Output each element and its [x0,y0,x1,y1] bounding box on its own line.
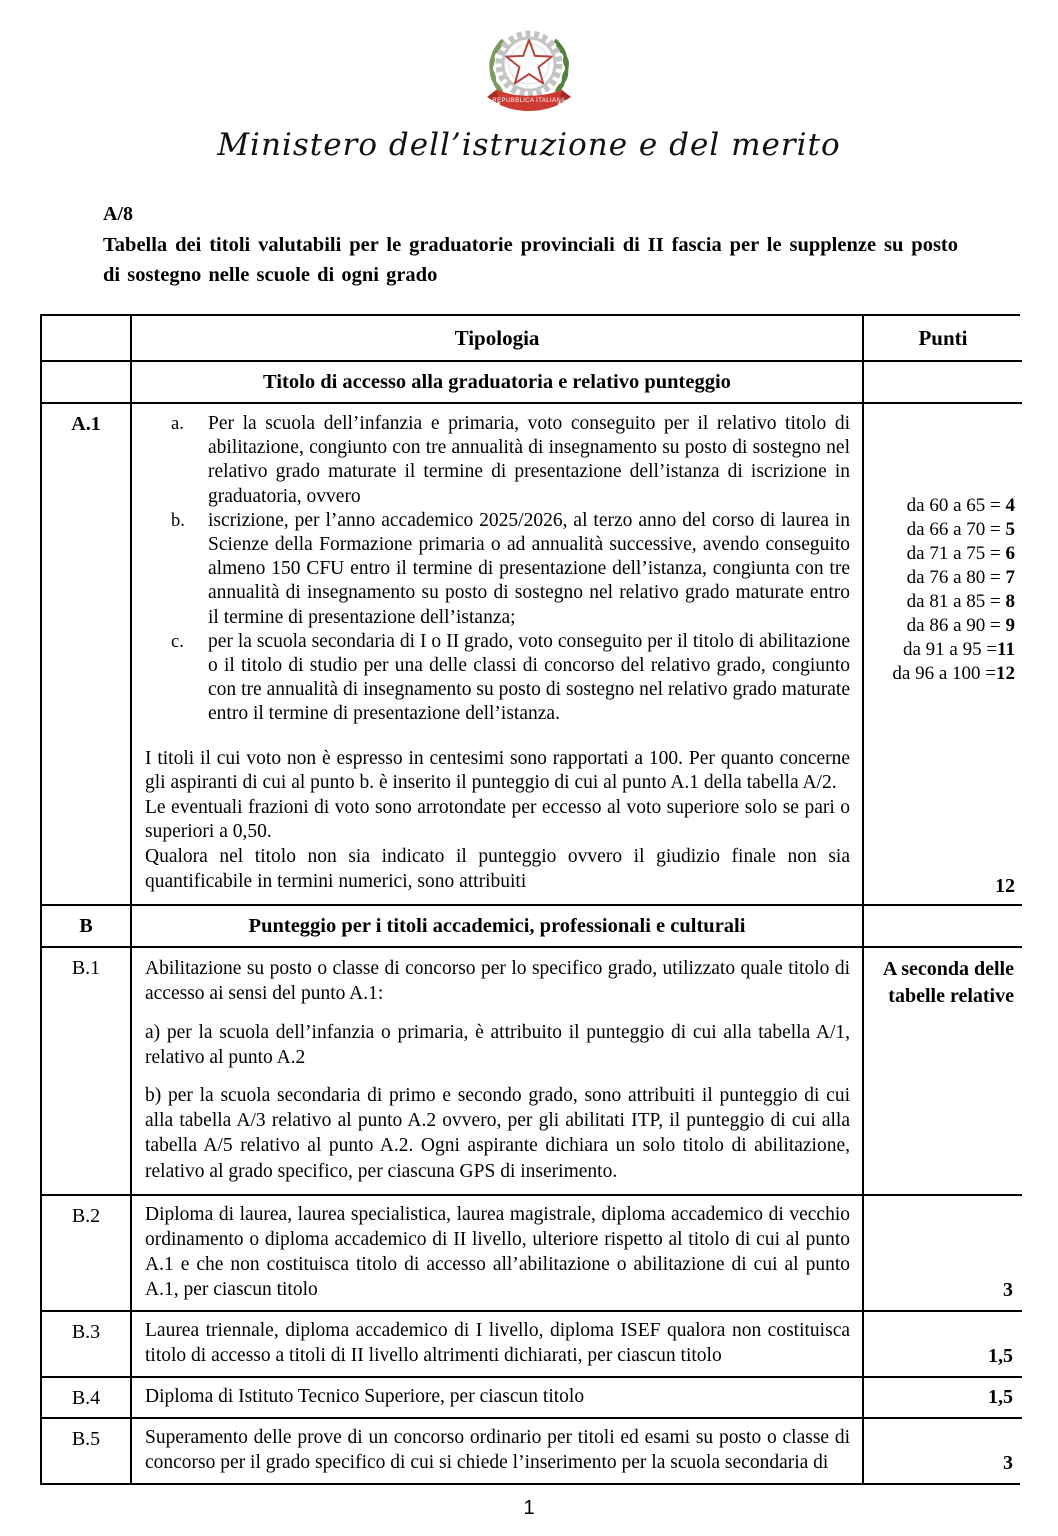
titoli-valutabili-table [40,314,1020,1485]
scale-line: da 91 a 95 =11 [902,639,1015,660]
row-a1-tipologia [132,404,864,906]
emblem-banner-text: REPUBBLICA ITALIANA [492,98,566,104]
section-a-title: Titolo di accesso alla graduatoria e relativo punteggio [132,362,864,404]
row-b3-punti: 1,5 [864,1312,1022,1378]
list-marker: a. [171,414,184,434]
a1-default-score: 12 [995,875,1015,898]
row-a1-punti [864,404,1022,906]
row-b1-tipologia [132,948,864,1196]
row-b4-tipologia: Diploma di Istituto Tecnico Superiore, per ciascun titolo [132,1378,864,1419]
row-b2-code: B.2 [42,1196,132,1312]
row-b3-tipologia: Laurea triennale, diploma accademico di I livello, diploma ISEF qualora non costituisca titolo di accesso a titoli di II livello altrimenti dichiarati, per ciascun titolo [132,1312,864,1378]
row-b4-punti: 1,5 [864,1378,1022,1419]
scale-line: da 86 a 90 = 9 [906,615,1015,636]
punti-column-header: Punti [864,316,1022,362]
b1-paragraph-b: b) per la scuola secondaria di primo e secondo grado, sono attribuiti il punteggio di cui alla tabella A/3 relativo al punto A.2 ovvero, per gli abilitati ITP, il punteggio di cui alla tabella A/5 relativo al punto A.2. Ogni aspirante dichiara un solo titolo di abilitazione, relativo al grado specifico, per ciascuna GPS di inserimento. [145,1085,850,1182]
a1-lettered-list [145,412,850,727]
row-a1-code: A.1 [42,404,132,906]
tipologia-column-header: Tipologia [132,316,864,362]
scale-line: da 81 a 85 = 8 [906,591,1015,612]
row-b1-code: B.1 [42,948,132,1196]
vote-score-scale [868,494,1015,686]
row-b2-punti: 3 [864,1196,1022,1312]
list-item [145,630,850,727]
document-header [103,203,958,290]
scale-line: da 60 a 65 = 4 [906,495,1015,516]
scale-line: da 71 a 75 = 6 [906,543,1015,564]
list-item-text: per la scuola secondaria di I o II grado, voto conseguito per il titolo di abilitazione o il titolo di studio per una delle classi di concorso del relativo grado, congiunto con tre annualità di insegnamento su posto di sostegno nel relativo grado maturate entro il termine di presentazione dell’istanza. [208,630,850,725]
row-b3-code: B.3 [42,1312,132,1378]
section-b-code: B [42,906,132,948]
page-number: 1 [523,1496,535,1519]
italian-republic-emblem [470,22,588,123]
row-b5-tipologia: Superamento delle prove di un concorso ordinario per titoli ed esami su posto o classe di concorso per il grado specifico di cui si chiede l’inserimento per la scuola secondaria di [132,1419,864,1483]
republic-emblem-icon [470,22,588,118]
row-b4-code: B.4 [42,1378,132,1419]
scale-line: da 66 a 70 = 5 [906,519,1015,540]
row-b5-punti: 3 [864,1419,1022,1483]
scale-line: da 76 a 80 = 7 [906,567,1015,588]
section-b-punti-cell [864,906,1022,948]
list-marker: b. [171,510,185,531]
corner-cell [42,316,132,362]
scale-line: da 96 a 100 =12 [892,663,1015,684]
list-item [145,509,850,630]
document-code: A/8 [103,203,133,225]
list-item-text: Per la scuola dell’infanzia e primaria, voto conseguito per il relativo titolo di abilitazione, congiunto con tre annualità di insegnamento su posto di sostegno nel relativo grado maturate il termine di presentazione dell’istanza di iscrizione in graduatoria, ovvero [208,413,850,507]
b1-paragraph-a: a) per la scuola dell’infanzia o primaria, è attribuito il punteggio di cui alla tabella A/1, relativo al punto A.2 [145,1021,850,1068]
section-a-code-cell [42,362,132,404]
document-title: Tabella dei titoli valutabili per le graduatorie provinciali di II fascia per le supplenze su posto di sostegno nelle scuole di ogni grado [103,234,958,286]
list-item-text: iscrizione, per l’anno accademico 2025/2026, al terzo anno del corso di laurea in Scienze della Formazione primaria o ad annualità successive, avendo conseguito almeno 150 CFU entro il termine di presentazione dell’istanza, congiunta con tre annualità di insegnamento su posto di sostegno nel relativo grado maturate entro il termine di presentazione dell’istanza; [208,509,850,628]
note-paragraph: Le eventuali frazioni di voto sono arrotondate per eccesso al voto superiore solo se pari o superiori a 0,50. [145,796,850,843]
document-page [0,22,1058,1520]
section-b-title: Punteggio per i titoli accademici, professionali e culturali [132,906,864,948]
section-a-punti-cell [864,362,1022,404]
row-b1-punti: A seconda delle tabelle relative [864,948,1022,1196]
b1-intro: Abilitazione su posto o classe di concorso per lo specifico grado, utilizzato quale titolo di accesso ai sensi del punto A.1: [145,958,850,1005]
ministry-name: Ministero dell’istruzione e del merito [217,127,841,163]
row-b2-tipologia: Diploma di laurea, laurea specialistica, laurea magistrale, diploma accademico di vecchio ordinamento o diploma accademico di II livello, ulteriore rispetto al titolo di cui al punto A.1 e che non costituisca titolo di accesso all’abilitazione o abilitazione di cui al punto A.1, per ciascun titolo [132,1196,864,1312]
note-paragraph: Qualora nel titolo non sia indicato il punteggio ovvero il giudizio finale non sia quantificabile in termini numerici, sono attribuiti [145,846,850,892]
list-item [145,412,850,509]
row-b5-code: B.5 [42,1419,132,1483]
note-paragraph: I titoli il cui voto non è espresso in centesimi sono rapportati a 100. Per quanto concerne gli aspiranti di cui al punto b. è inserito il punteggio di cui al punto A.1 della tabella A/2. [145,747,850,794]
a1-notes [145,747,850,895]
list-marker: c. [171,631,184,652]
